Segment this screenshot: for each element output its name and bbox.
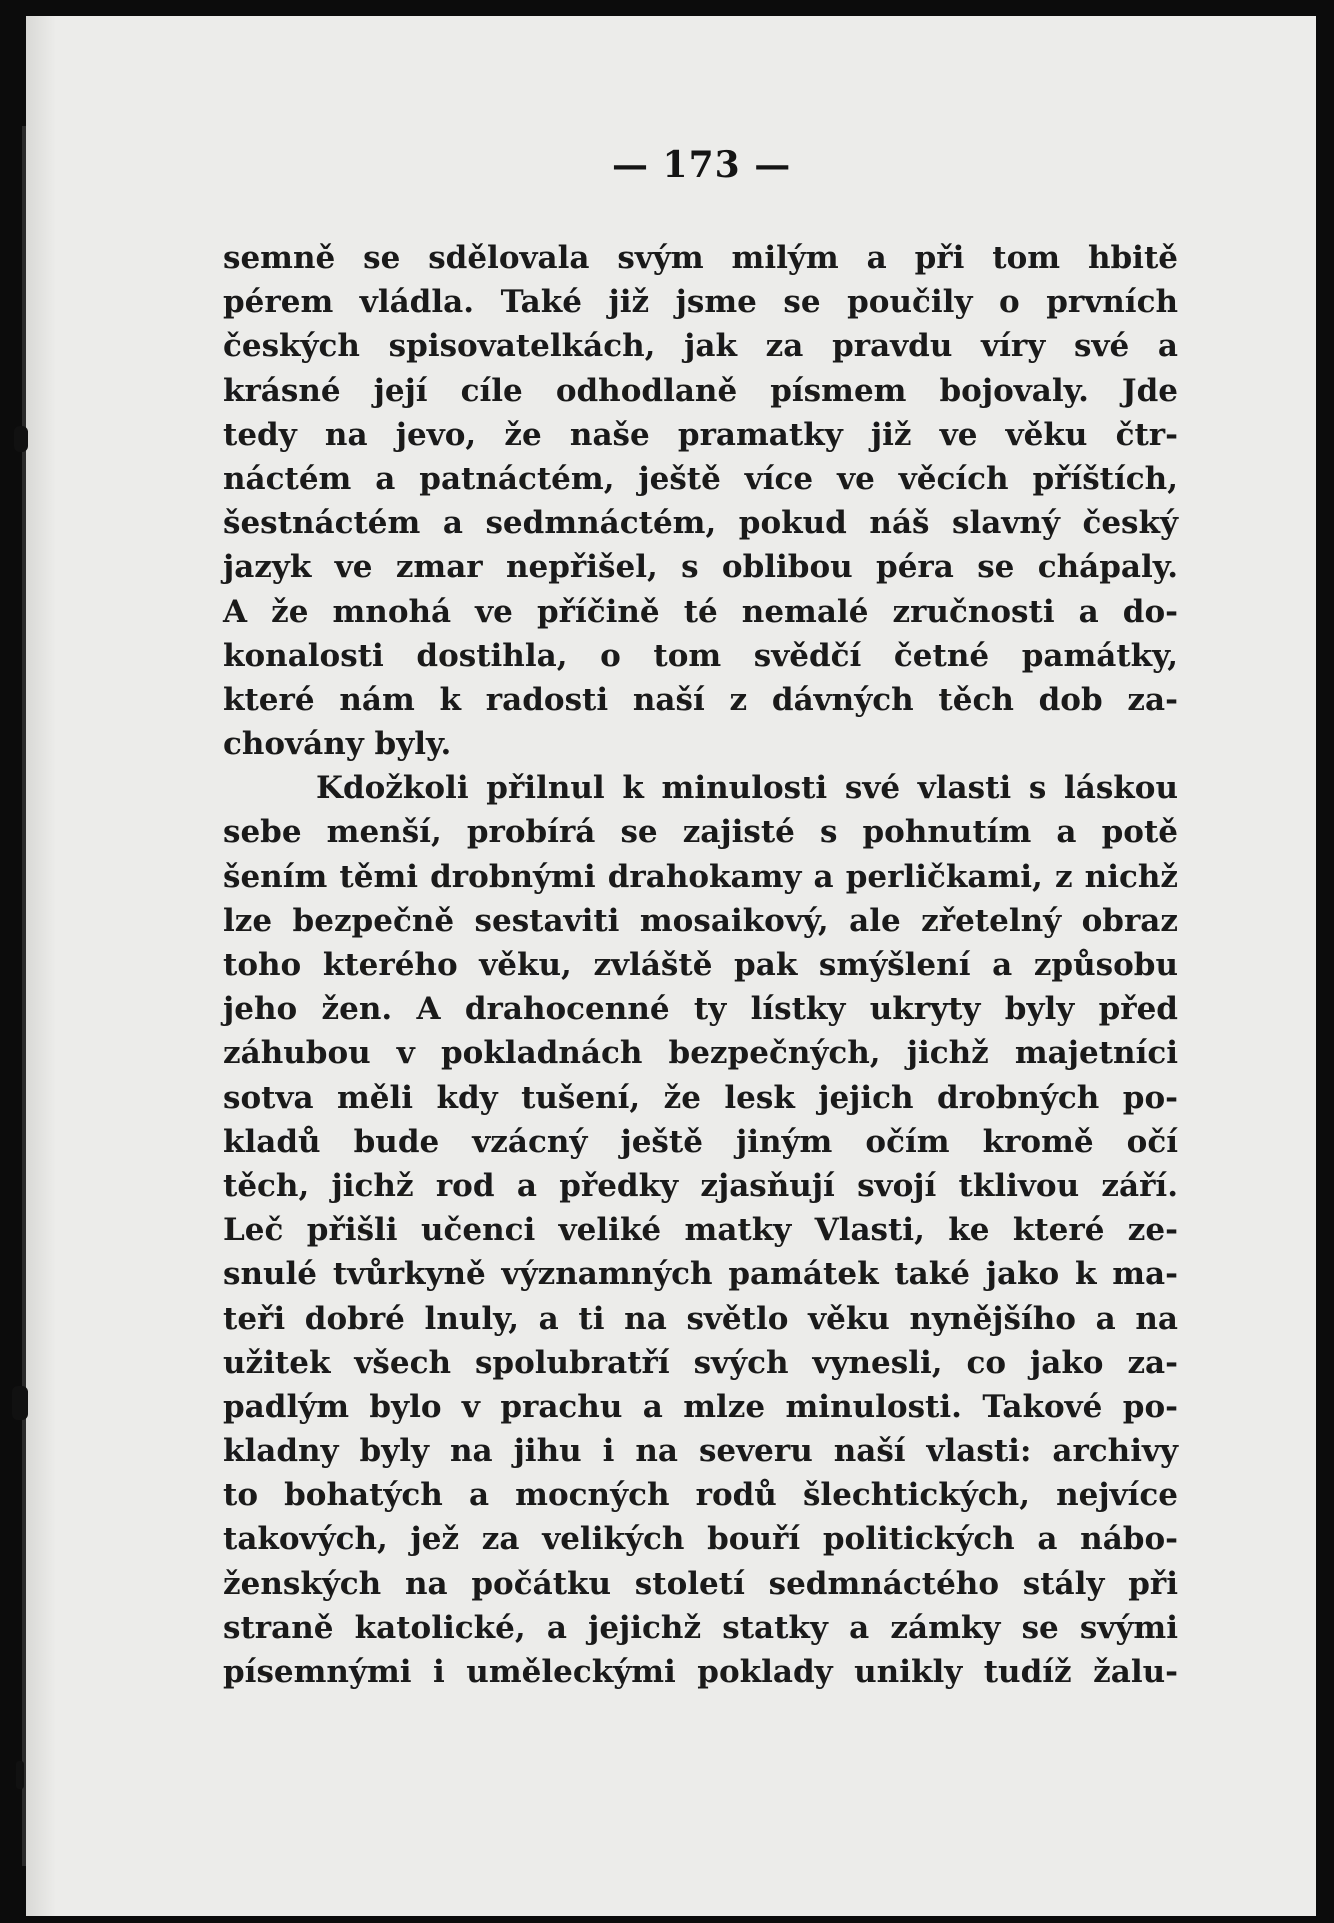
text-line: konalosti dostihla, o tom svědčí četné památky, bbox=[223, 637, 1178, 674]
text-line: Kdožkoli přilnul k minulosti své vlasti s láskou bbox=[316, 770, 1178, 807]
binding-edge-line bbox=[22, 126, 26, 1866]
text-line: českých spisovatelkách, jak za pravdu víry své a bbox=[223, 328, 1178, 365]
text-line: straně katolické, a jejichž statky a zámky se svými bbox=[223, 1609, 1178, 1646]
text-line: šestnáctém a sedmnáctém, pokud náš slavný český bbox=[223, 505, 1178, 542]
page-gutter bbox=[26, 16, 56, 1916]
text-line: chovány byly. bbox=[223, 726, 452, 763]
text-line: snulé tvůrkyně významných památek také jako k ma- bbox=[223, 1256, 1178, 1293]
paragraph bbox=[223, 236, 1178, 766]
text-line: užitek všech spolubratří svých vynesli, co jako za- bbox=[223, 1344, 1178, 1381]
page-number: — 173 — bbox=[612, 144, 792, 186]
text-line: šením těmi drobnými drahokamy a perličkami, z nichž bbox=[223, 858, 1178, 895]
text-line: které nám k radosti naší z dávných těch dob za- bbox=[223, 681, 1178, 718]
binding-mark bbox=[14, 426, 28, 452]
text-line: jeho žen. A drahocenné ty lístky ukryty byly před bbox=[223, 991, 1178, 1028]
text-line: takových, jež za velikých bouří politických a nábo- bbox=[223, 1521, 1178, 1558]
text-line: sotva měli kdy tušení, že lesk jejich drobných po- bbox=[223, 1079, 1178, 1116]
text-line: tedy na jevo, že naše pramatky již ve věku čtr- bbox=[223, 416, 1178, 453]
text-line: to bohatých a mocných rodů šlechtických, nejvíce bbox=[223, 1477, 1178, 1514]
text-line: lze bezpečně sestaviti mosaikový, ale zřetelný obraz bbox=[223, 902, 1178, 939]
text-line: toho kterého věku, zvláště pak smýšlení a způsobu bbox=[223, 947, 1178, 983]
book-page bbox=[26, 16, 1316, 1916]
text-line: semně se sdělovala svým milým a při tom hbitě bbox=[223, 240, 1178, 276]
text-line: písemnými i uměleckými poklady unikly tudíž žalu- bbox=[223, 1654, 1178, 1690]
text-line: krásné její cíle odhodlaně písmem bojovaly. Jde bbox=[223, 372, 1178, 409]
text-line: ženských na počátku století sedmnáctého stály při bbox=[223, 1565, 1178, 1602]
text-line: těch, jichž rod a předky zjasňují svojí tklivou září. bbox=[223, 1167, 1178, 1204]
text-line: pérem vládla. Také již jsme se poučily o prvních bbox=[223, 284, 1178, 321]
binding-mark bbox=[12, 1386, 28, 1420]
body-text bbox=[223, 236, 1178, 1694]
text-line: teři dobré lnuly, a ti na světlo věku nynějšího a na bbox=[223, 1300, 1178, 1337]
text-line: záhubou v pokladnách bezpečných, jichž majetníci bbox=[223, 1035, 1178, 1072]
text-line: náctém a patnáctém, ještě více ve věcích příštích, bbox=[223, 460, 1178, 497]
text-line: Leč přišli učenci veliké matky Vlasti, ke které ze- bbox=[223, 1212, 1178, 1249]
text-line: kladny byly na jihu i na severu naší vlasti: archivy bbox=[223, 1433, 1178, 1470]
binding-mark bbox=[16, 1761, 24, 1789]
text-line: A že mnohá ve příčině té nemalé zručnosti a do- bbox=[223, 593, 1178, 630]
text-line: sebe menší, probírá se zajisté s pohnutím a potě bbox=[223, 814, 1178, 851]
text-line: jazyk ve zmar nepřišel, s oblibou péra se chápaly. bbox=[223, 549, 1178, 586]
text-line: padlým bylo v prachu a mlze minulosti. Takové po- bbox=[223, 1388, 1178, 1425]
text-line: kladů bude vzácný ještě jiným očím kromě očí bbox=[223, 1123, 1178, 1160]
paragraph bbox=[223, 766, 1178, 1694]
